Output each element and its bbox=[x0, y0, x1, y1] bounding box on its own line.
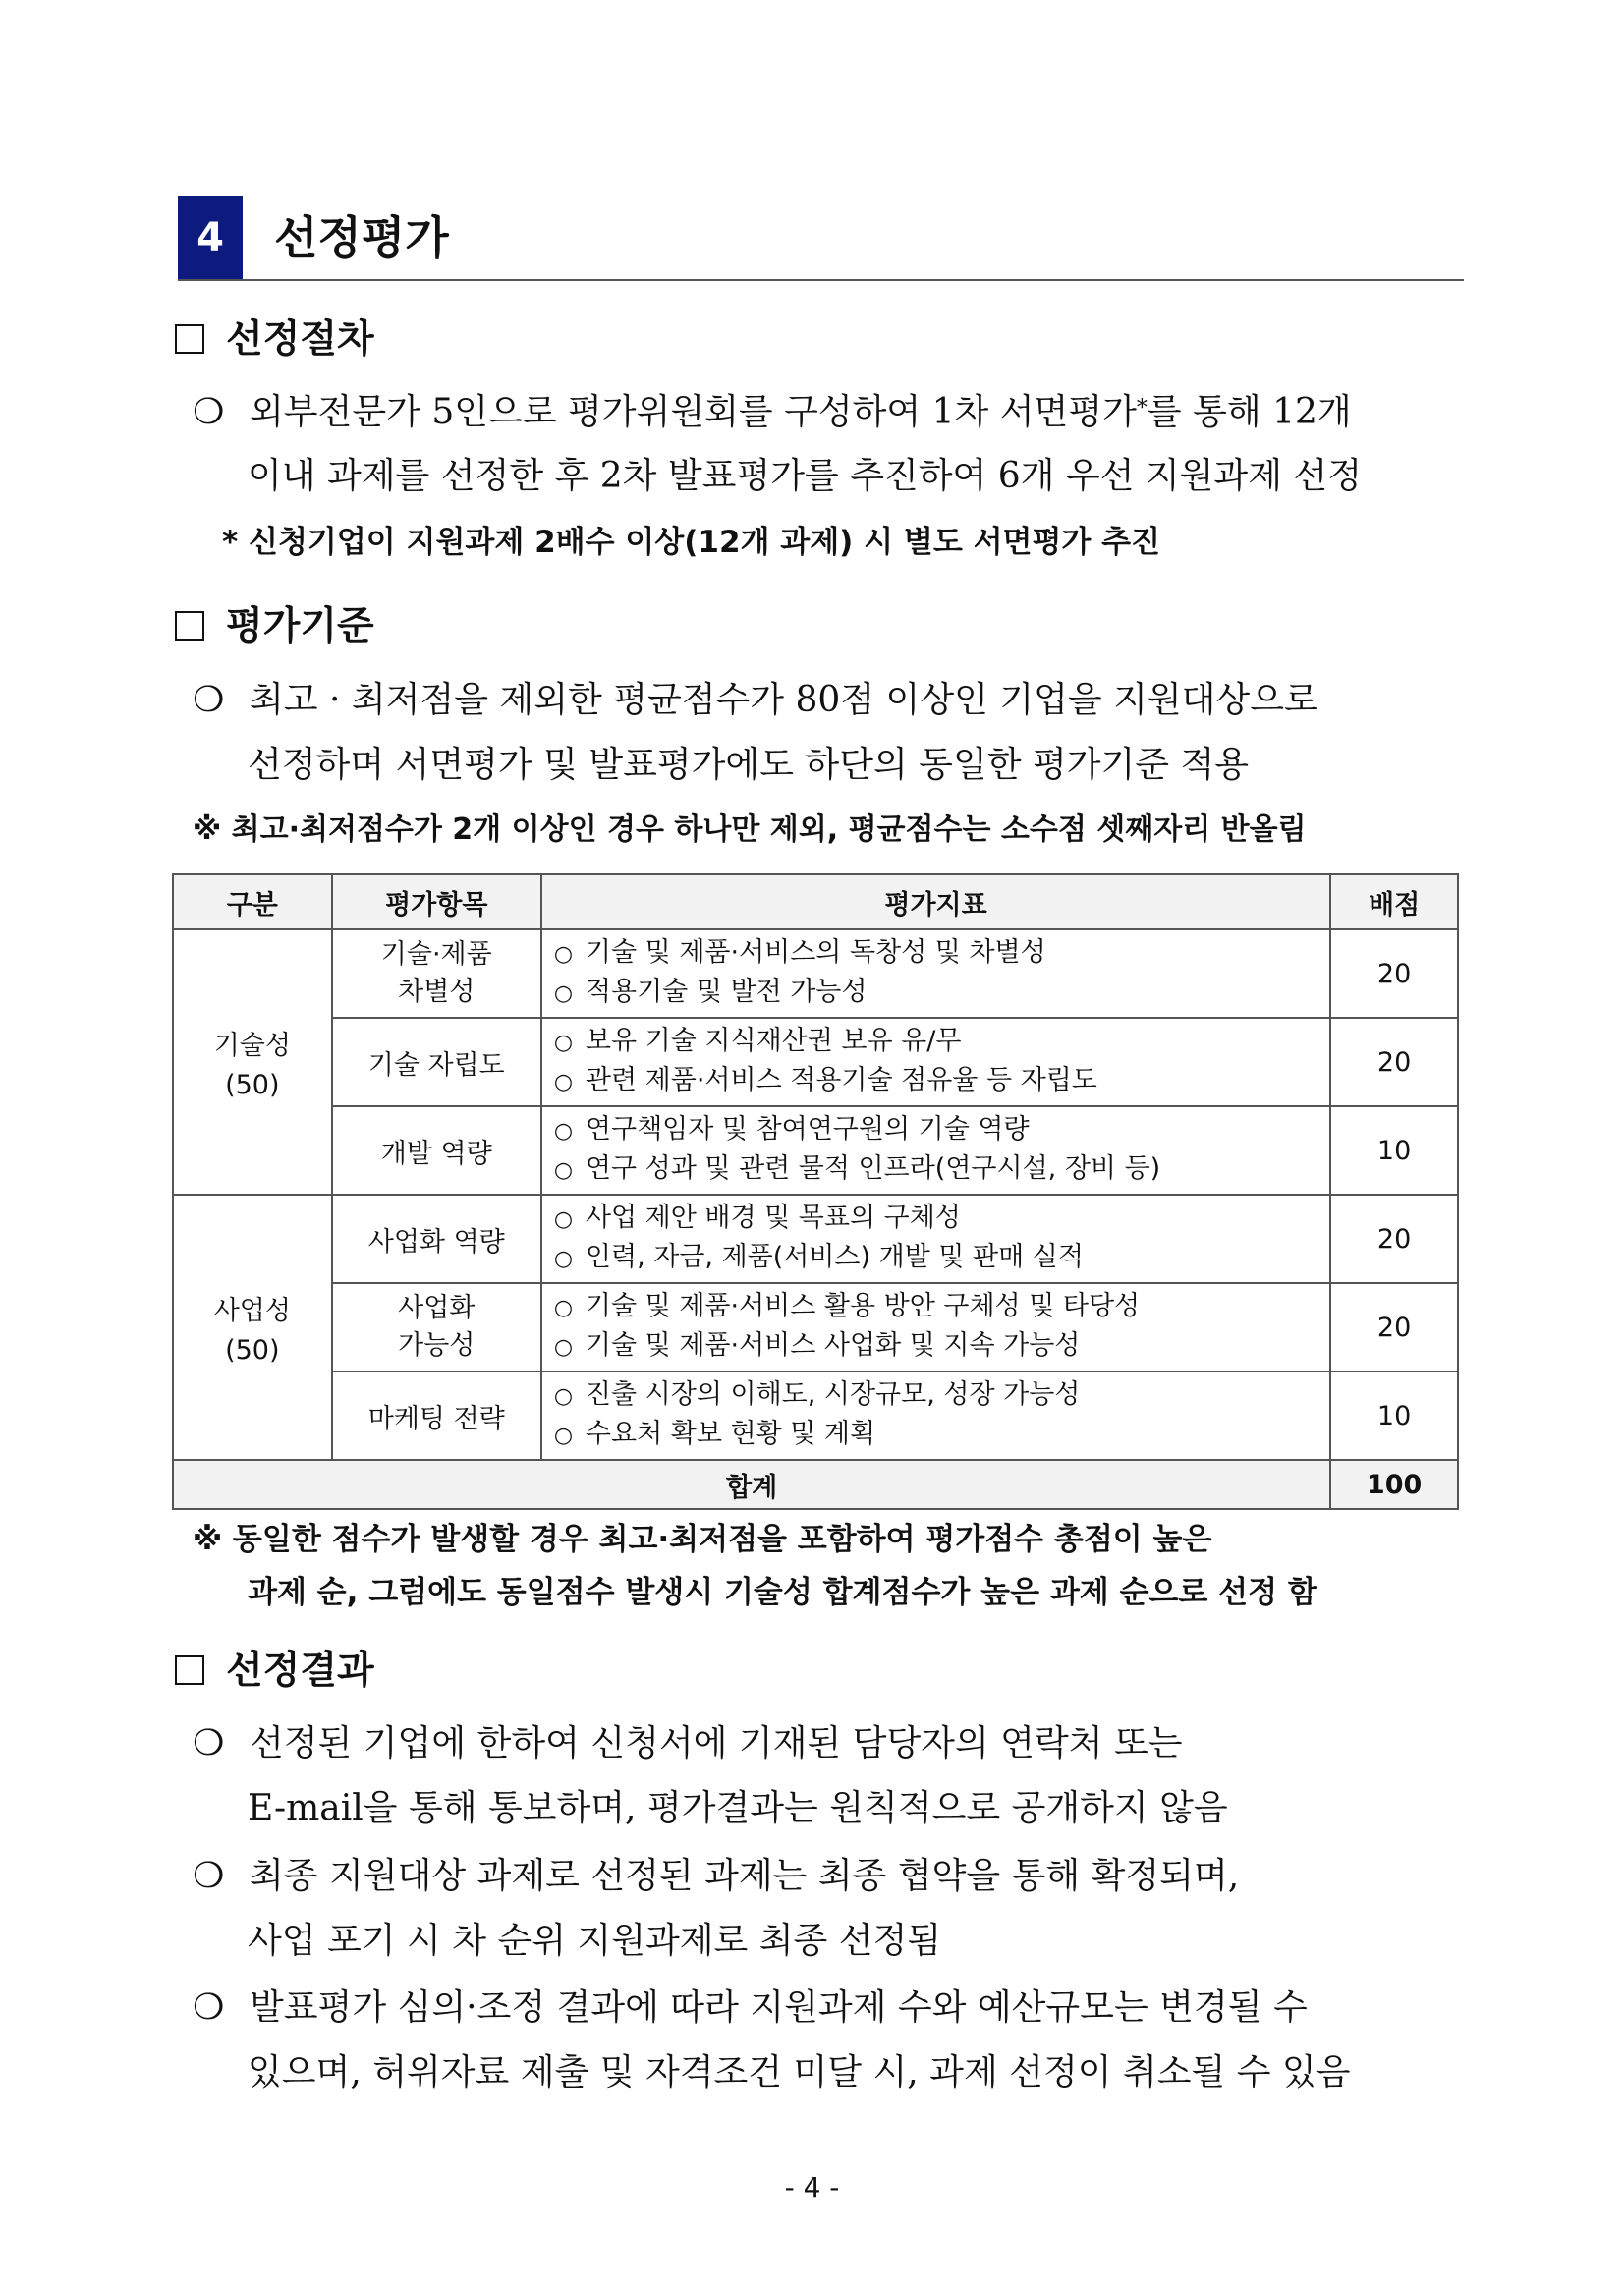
indicator-text: 기술 및 제품·서비스 활용 방안 구체성 및 타당성 bbox=[585, 1291, 1141, 1321]
page-number: - 4 - bbox=[784, 2171, 840, 2204]
small-circle-bullet-icon: ○ bbox=[553, 1247, 574, 1271]
result-bullet-3-text: 발표평가 심의·조정 결과에 따라 지원과제 수와 예산규모는 변경될 수 bbox=[250, 1988, 1308, 2028]
indicator-text: 기술 및 제품·서비스 사업화 및 지속 가능성 bbox=[585, 1330, 1081, 1361]
section-title: 선정평가 bbox=[274, 211, 449, 264]
result-bullet-1-cont: E-mail을 통해 통보하며, 평가결과는 원칙적으로 공개하지 않음 bbox=[248, 1788, 1228, 1828]
table-row bbox=[173, 1106, 1458, 1195]
indicator-text: 보유 기술 지식재산권 보유 유/무 bbox=[585, 1026, 962, 1056]
section-header bbox=[178, 196, 1464, 281]
score-cell: 10 bbox=[1330, 1106, 1458, 1195]
footnote-marker: * bbox=[1136, 396, 1148, 420]
score-cell: 20 bbox=[1330, 1195, 1458, 1283]
circle-bullet-icon: ❍ bbox=[193, 392, 225, 432]
section-number-badge: 4 bbox=[178, 196, 243, 279]
result-heading-text: 선정결과 bbox=[226, 1648, 374, 1693]
small-circle-bullet-icon: ○ bbox=[553, 1384, 574, 1409]
total-label: 합계 bbox=[173, 1460, 1330, 1509]
procedure-bullet-text-a: 외부전문가 5인으로 평가위원회를 구성하여 1차 서면평가 bbox=[250, 392, 1137, 432]
indicator-cell bbox=[541, 1283, 1330, 1372]
group-cell-business bbox=[173, 1195, 332, 1460]
indicator-cell bbox=[541, 929, 1330, 1018]
item-cell: 사업화 가능성 bbox=[332, 1283, 541, 1372]
small-circle-bullet-icon: ○ bbox=[553, 1335, 574, 1360]
indicator-text: 진출 시장의 이해도, 시장규모, 성장 가능성 bbox=[585, 1379, 1081, 1410]
small-circle-bullet-icon: ○ bbox=[553, 942, 574, 967]
group-subtotal: (50) bbox=[225, 1070, 280, 1100]
result-bullet-1 bbox=[193, 1719, 1470, 1768]
indicator-text: 연구책임자 및 참여연구원의 기술 역량 bbox=[585, 1114, 1030, 1145]
checkbox-square-icon bbox=[175, 611, 204, 641]
indicator-text: 적용기술 및 발전 가능성 bbox=[585, 977, 868, 1007]
item-cell: 개발 역량 bbox=[332, 1106, 541, 1195]
indicator-cell bbox=[541, 1195, 1330, 1283]
header-item: 평가항목 bbox=[332, 874, 541, 929]
table-row bbox=[173, 1283, 1458, 1372]
score-cell: 20 bbox=[1330, 1018, 1458, 1106]
tie-note-line2: 과제 순, 그럼에도 동일점수 발생시 기술성 합계점수가 높은 과제 순으로 선정 함 bbox=[248, 1575, 1317, 1610]
result-bullet-2-cont: 사업 포기 시 차 순위 지원과제로 최종 선정됨 bbox=[248, 1921, 942, 1961]
table-row bbox=[173, 1195, 1458, 1283]
header-category: 구분 bbox=[173, 874, 332, 929]
group-cell-technology bbox=[173, 929, 332, 1195]
small-circle-bullet-icon: ○ bbox=[553, 1207, 574, 1232]
indicator-text: 관련 제품·서비스 적용기술 점유율 등 자립도 bbox=[585, 1065, 1097, 1095]
item-cell: 사업화 역량 bbox=[332, 1195, 541, 1283]
score-cell: 20 bbox=[1330, 929, 1458, 1018]
item-cell: 기술·제품 차별성 bbox=[332, 929, 541, 1018]
checkbox-square-icon bbox=[175, 1655, 204, 1685]
result-bullet-3 bbox=[193, 1984, 1470, 2033]
small-circle-bullet-icon: ○ bbox=[553, 981, 574, 1006]
indicator-text: 연구 성과 및 관련 물적 인프라(연구시설, 장비 등) bbox=[585, 1153, 1161, 1184]
group-name: 기술성 bbox=[213, 1031, 291, 1061]
result-bullet-3-cont: 있으며, 허위자료 제출 및 자격조건 미달 시, 과제 선정이 취소될 수 있음 bbox=[248, 2052, 1351, 2093]
item-cell: 기술 자립도 bbox=[332, 1018, 541, 1106]
result-bullet-1-text: 선정된 기업에 한하여 신청서에 기재된 담당자의 연락처 또는 bbox=[250, 1723, 1183, 1764]
score-cell: 10 bbox=[1330, 1372, 1458, 1460]
indicator-cell bbox=[541, 1106, 1330, 1195]
header-score: 배점 bbox=[1330, 874, 1458, 929]
small-circle-bullet-icon: ○ bbox=[553, 1119, 574, 1144]
result-heading bbox=[175, 1646, 374, 1695]
table-total-row bbox=[173, 1460, 1458, 1509]
table-header-row bbox=[173, 874, 1458, 929]
circle-bullet-icon: ❍ bbox=[193, 680, 225, 720]
circle-bullet-icon: ❍ bbox=[193, 1856, 225, 1896]
criteria-heading-text: 평가기준 bbox=[226, 603, 374, 648]
criteria-bullet-cont: 선정하며 서면평가 및 발표평가에도 하단의 동일한 평가기준 적용 bbox=[248, 745, 1250, 785]
circle-bullet-icon: ❍ bbox=[193, 1723, 225, 1764]
item-cell: 마케팅 전략 bbox=[332, 1372, 541, 1460]
header-indicator: 평가지표 bbox=[541, 874, 1330, 929]
criteria-heading bbox=[175, 601, 374, 650]
small-circle-bullet-icon: ○ bbox=[553, 1296, 574, 1320]
procedure-bullet bbox=[193, 388, 1470, 437]
small-circle-bullet-icon: ○ bbox=[553, 1158, 574, 1183]
result-bullet-2 bbox=[193, 1852, 1470, 1901]
group-name: 사업성 bbox=[213, 1296, 291, 1326]
indicator-cell bbox=[541, 1372, 1330, 1460]
circle-bullet-icon: ❍ bbox=[193, 1988, 225, 2028]
result-bullet-2-text: 최종 지원대상 과제로 선정된 과제는 최종 협약을 통해 확정되며, bbox=[250, 1856, 1240, 1896]
procedure-heading-text: 선정절차 bbox=[226, 316, 374, 362]
indicator-text: 기술 및 제품·서비스의 독창성 및 차별성 bbox=[585, 937, 1046, 968]
checkbox-square-icon bbox=[175, 324, 204, 354]
total-score: 100 bbox=[1330, 1460, 1458, 1509]
tie-note-line1: ※ 동일한 점수가 발생할 경우 최고·최저점을 포함하여 평가점수 총점이 높은 bbox=[193, 1522, 1212, 1557]
procedure-bullet-text-b: 를 통해 12개 bbox=[1147, 392, 1352, 432]
procedure-bullet-cont: 이내 과제를 선정한 후 2차 발표평가를 추진하여 6개 우선 지원과제 선정 bbox=[248, 456, 1362, 496]
evaluation-table bbox=[172, 873, 1459, 1510]
small-circle-bullet-icon: ○ bbox=[553, 1424, 574, 1448]
procedure-heading bbox=[175, 314, 374, 364]
procedure-footnote: * 신청기업이 지원과제 2배수 이상(12개 과제) 시 별도 서면평가 추진 bbox=[222, 525, 1161, 560]
table-row bbox=[173, 1018, 1458, 1106]
group-subtotal: (50) bbox=[225, 1335, 280, 1366]
small-circle-bullet-icon: ○ bbox=[553, 1070, 574, 1094]
indicator-text: 인력, 자금, 제품(서비스) 개발 및 판매 실적 bbox=[585, 1242, 1084, 1272]
table-row bbox=[173, 1372, 1458, 1460]
indicator-cell bbox=[541, 1018, 1330, 1106]
criteria-bullet-text: 최고 · 최저점을 제외한 평균점수가 80점 이상인 기업을 지원대상으로 bbox=[250, 680, 1318, 720]
score-cell: 20 bbox=[1330, 1283, 1458, 1372]
indicator-text: 수요처 확보 현황 및 계획 bbox=[585, 1419, 876, 1449]
table-row bbox=[173, 929, 1458, 1018]
criteria-note: ※ 최고·최저점수가 2개 이상인 경우 하나만 제외, 평균점수는 소수점 셋째자리 반올림 bbox=[193, 812, 1307, 847]
small-circle-bullet-icon: ○ bbox=[553, 1031, 574, 1055]
criteria-bullet bbox=[193, 676, 1470, 725]
indicator-text: 사업 제안 배경 및 목표의 구체성 bbox=[585, 1203, 961, 1233]
